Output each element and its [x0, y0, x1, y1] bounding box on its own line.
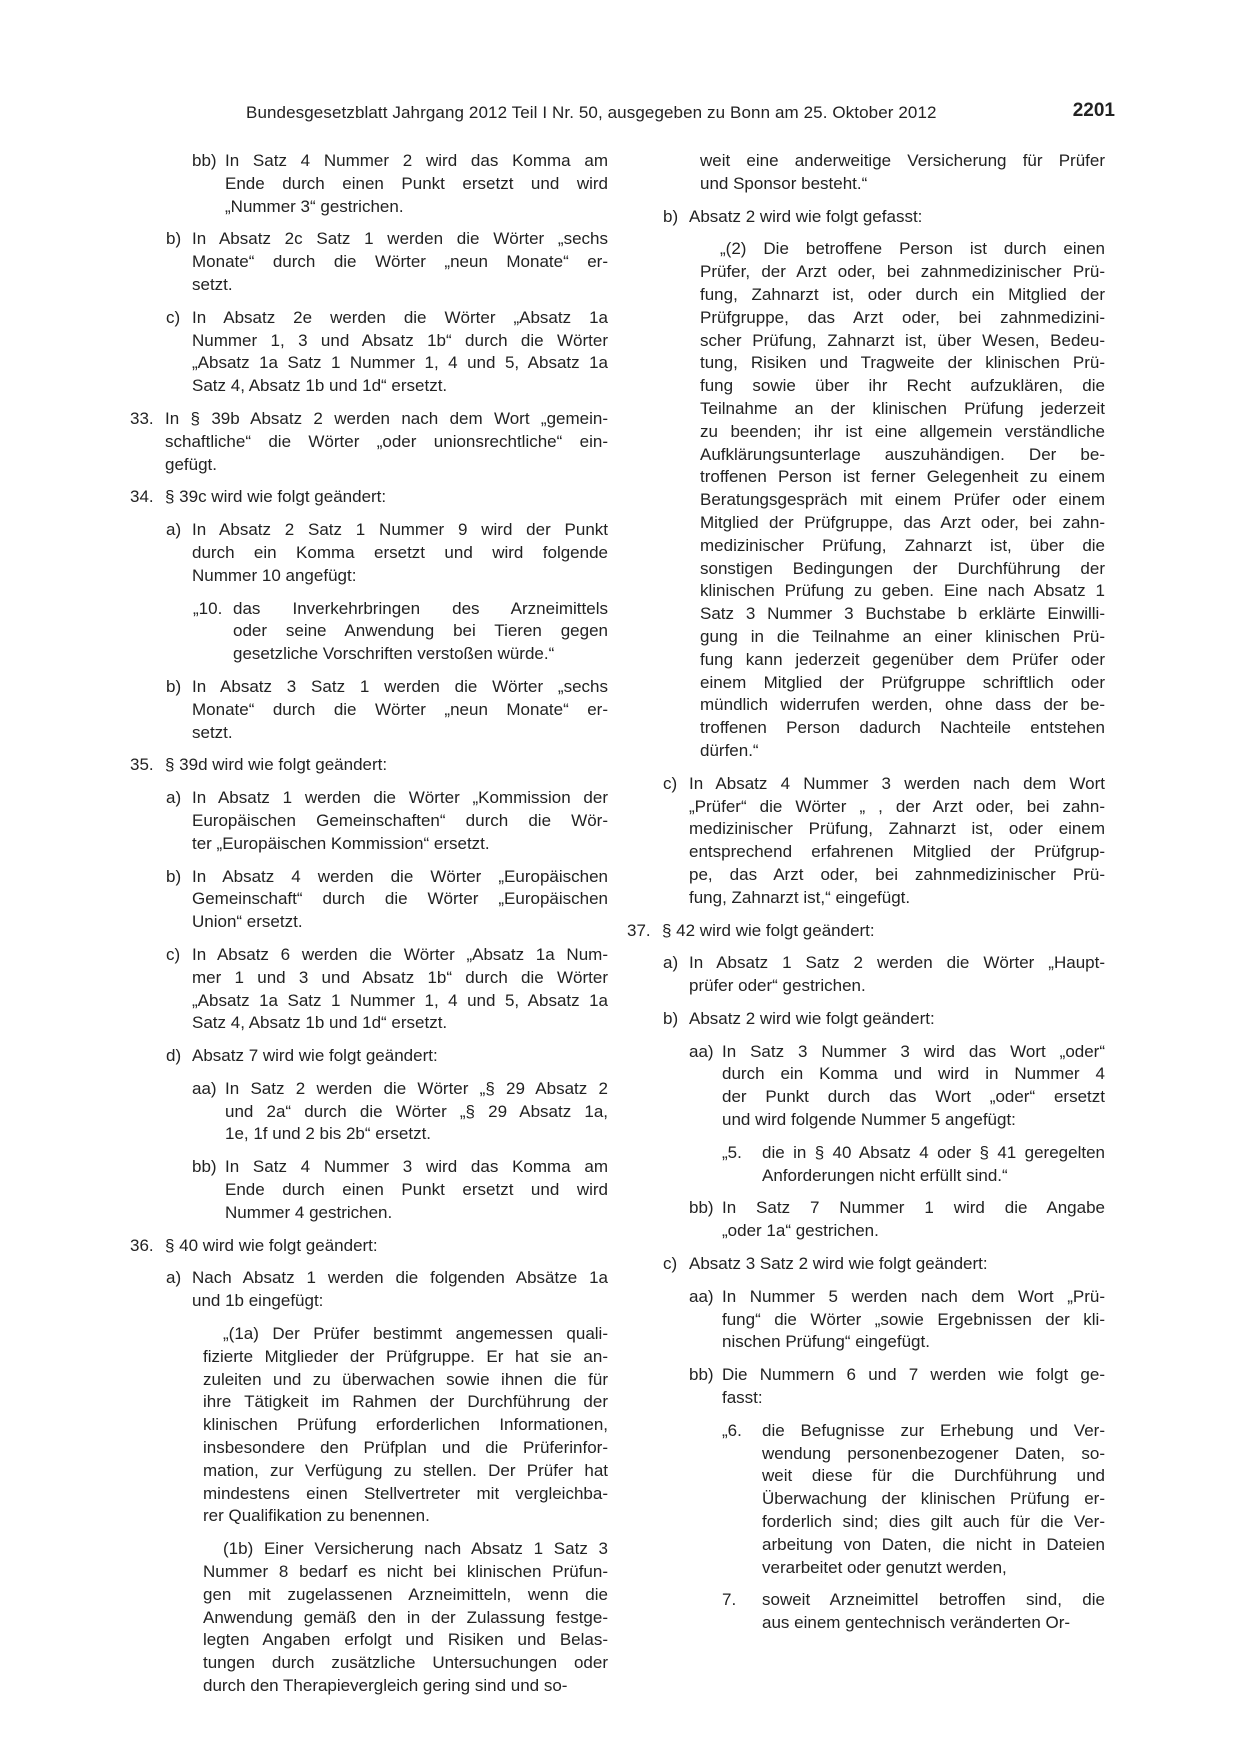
text-line: Nummer 10 angefügt: — [192, 565, 357, 585]
left-column — [130, 150, 608, 1708]
text-line: „Nummer 3“ gestrichen. — [225, 196, 404, 216]
text-line: setzt. — [192, 722, 233, 742]
amendment-item — [627, 1589, 1105, 1635]
text-line: insbesondere den Prüfplan und die Prüferinfor- — [203, 1438, 608, 1458]
text-line: In Absatz 4 werden die Wörter „Europäischen — [192, 866, 608, 886]
text-line: fung sowie über ihr Recht aufzuklären, die — [700, 376, 1105, 396]
text-line: und 2a“ durch die Wörter „§ 29 Absatz 1a, — [225, 1101, 608, 1121]
text-line: (1b) Einer Versicherung nach Absatz 1 Satz 3 — [223, 1539, 608, 1559]
text-line: klinischen Prüfung zu geben. Eine nach Absatz 1 — [700, 581, 1105, 601]
amendment-item — [130, 598, 608, 666]
text-line: einem Mitglied der Prüfgruppe schriftlich oder — [700, 672, 1105, 692]
text-line: § 42 wird wie folgt geändert: — [662, 920, 875, 940]
amendment-item — [130, 307, 608, 398]
amendment-item — [627, 952, 1105, 998]
text-line: das Inverkehrbringen des Arzneimittels — [233, 598, 608, 618]
text-line: ihre Tätigkeit im Rahmen der Durchführung der — [203, 1392, 608, 1412]
item-label: b) — [663, 1008, 679, 1028]
text-line: mer 1 und 3 und Absatz 1b“ durch die Wörter — [192, 967, 608, 987]
text-line: „Prüfer“ die Wörter „ , der Arzt oder, bei zahn- — [689, 796, 1105, 816]
text-line: die Befugnisse zur Erhebung und Ver- — [762, 1420, 1105, 1440]
text-line: arbeitung von Daten, die nicht in Dateien — [762, 1534, 1105, 1554]
amendment-item — [130, 754, 608, 777]
text-line: der Punkt durch das Wort „oder“ ersetzt — [722, 1087, 1105, 1107]
item-label: bb) — [689, 1365, 714, 1385]
amendment-item — [130, 1538, 608, 1698]
text-line: Nummer 1, 3 und Absatz 1b“ durch die Wörter — [192, 330, 608, 350]
text-line: ter „Europäischen Kommission“ ersetzt. — [192, 833, 490, 853]
text-line: rer Qualifikation zu benennen. — [203, 1506, 430, 1526]
item-label: a) — [166, 520, 182, 540]
text-line: fasst: — [722, 1388, 763, 1408]
text-line: und Sponsor besteht.“ — [700, 173, 868, 193]
item-label: b) — [166, 676, 182, 696]
text-line: fizierte Mitglieder der Prüfgruppe. Er hat sie an- — [203, 1346, 608, 1366]
text-line: forderlich sind; dies gilt auch für die Ver- — [762, 1512, 1105, 1532]
text-line: fung kann jederzeit gegenüber dem Prüfer oder — [700, 649, 1105, 669]
text-line: „Absatz 1a Satz 1 Nummer 1, 4 und 5, Absatz 1a — [192, 353, 608, 373]
text-line: troffenen Person dadurch Nachteile entstehen — [700, 718, 1105, 738]
text-line: Teilnahme an der klinischen Prüfung jederzeit — [700, 398, 1105, 418]
text-line: Mitglied der Prüfgruppe, das Arzt oder, bei zahn- — [700, 512, 1105, 532]
amendment-item — [627, 1420, 1105, 1580]
text-line: In Nummer 5 werden nach dem Wort „Prü- — [722, 1286, 1105, 1306]
text-line: § 39d wird wie folgt geändert: — [165, 755, 388, 775]
text-line: legten Angaben erfolgt und Risiken und Belas- — [203, 1630, 608, 1650]
item-label: c) — [166, 307, 181, 327]
text-line: setzt. — [192, 274, 233, 294]
text-line: § 40 wird wie folgt geändert: — [165, 1235, 378, 1255]
amendment-item — [130, 676, 608, 744]
text-line: Absatz 2 wird wie folgt gefasst: — [689, 206, 923, 226]
text-line: Absatz 7 wird wie folgt geändert: — [192, 1046, 438, 1066]
amendment-item — [130, 1156, 608, 1224]
item-label: aa) — [689, 1286, 714, 1306]
text-line: weit diese für die Durchführung und — [762, 1466, 1105, 1486]
amendment-item — [130, 1235, 608, 1258]
amendment-item — [130, 944, 608, 1035]
item-label: b) — [166, 229, 182, 249]
text-line: Aufklärungsunterlage auszuhändigen. Der be- — [700, 444, 1105, 464]
text-line: 1e, 1f und 2 bis 2b“ ersetzt. — [225, 1124, 432, 1144]
text-line: medizinischer Prüfung, Zahnarzt ist, oder einem — [689, 819, 1105, 839]
text-line: weit eine anderweitige Versicherung für Prüfer — [700, 151, 1105, 170]
text-line: Ende durch einen Punkt ersetzt und wird — [225, 173, 608, 193]
text-line: Nummer 4 gestrichen. — [225, 1202, 393, 1222]
text-line: Prüfer, der Arzt oder, bei zahnmedizinischer Prü- — [700, 262, 1105, 282]
text-line: Nummer 8 bedarf es nicht bei klinischen Prüfun- — [203, 1562, 608, 1582]
text-line: In Satz 4 Nummer 3 wird das Komma am — [225, 1157, 608, 1177]
text-line: mündlich widerrufen werden, ohne dass der be- — [700, 695, 1105, 715]
text-line: gesetzliche Vorschriften verstoßen würde.“ — [233, 644, 555, 664]
text-line: In Satz 7 Nummer 1 wird die Angabe — [722, 1198, 1105, 1218]
text-line: Anwendung gemäß den in der Zulassung festge- — [203, 1607, 608, 1627]
text-line: aus einem gentechnisch veränderten Or- — [762, 1613, 1071, 1633]
text-line: durch ein Komma ersetzt und wird folgende — [192, 542, 608, 562]
amendment-item — [130, 408, 608, 476]
amendment-item — [627, 1041, 1105, 1132]
text-line: „(1a) Der Prüfer bestimmt angemessen quali- — [223, 1324, 608, 1344]
right-column — [627, 150, 1105, 1645]
amendment-item — [130, 150, 608, 218]
text-line: entsprechend erfahrenen Mitglied der Prüfgrup- — [689, 842, 1105, 862]
text-line: Ende durch einen Punkt ersetzt und wird — [225, 1180, 608, 1200]
text-line: In Satz 2 werden die Wörter „§ 29 Absatz 2 — [225, 1078, 608, 1098]
item-label: bb) — [192, 151, 217, 170]
amendment-item — [627, 773, 1105, 910]
item-label: c) — [166, 944, 181, 964]
amendment-item — [130, 1323, 608, 1528]
text-line: die in § 40 Absatz 4 oder § 41 geregelten — [762, 1142, 1105, 1162]
text-line: verarbeitet oder genutzt werden, — [762, 1557, 1007, 1577]
item-label: a) — [166, 788, 182, 808]
item-label: bb) — [192, 1157, 217, 1177]
text-line: gefügt. — [165, 454, 217, 474]
text-line: gung in die Teilnahme an einer klinischen Prü- — [700, 626, 1105, 646]
text-line: In Absatz 2e werden die Wörter „Absatz 1a — [192, 307, 608, 327]
item-label: a) — [663, 953, 679, 973]
amendment-item — [130, 1045, 608, 1068]
text-line: fung, Zahnarzt ist, oder durch ein Mitglied der — [700, 284, 1105, 304]
item-label: 7. — [722, 1590, 737, 1610]
text-line: „oder 1a“ gestrichen. — [722, 1221, 879, 1241]
amendment-item — [627, 238, 1105, 762]
amendment-item — [130, 866, 608, 934]
item-label: 37. — [627, 920, 651, 940]
amendment-item — [130, 519, 608, 587]
text-line: Absatz 2 wird wie folgt geändert: — [689, 1008, 935, 1028]
text-line: In Absatz 1 werden die Wörter „Kommission der — [192, 788, 608, 808]
text-line: und wird folgende Nummer 5 angefügt: — [722, 1110, 1016, 1130]
text-line: § 39c wird wie folgt geändert: — [165, 487, 387, 507]
item-label: „5. — [722, 1142, 742, 1162]
amendment-item — [130, 1078, 608, 1146]
text-line: zuleiten und zu überwachen sowie ihnen die für — [203, 1369, 608, 1389]
text-line: Absatz 3 Satz 2 wird wie folgt geändert: — [689, 1254, 988, 1274]
amendment-item — [130, 787, 608, 855]
item-label: „10. — [193, 598, 223, 618]
text-line: schaftliche“ die Wörter „oder unionsrechtliche“ ein- — [165, 431, 608, 451]
amendment-item — [627, 150, 1105, 196]
text-line: In Absatz 4 Nummer 3 werden nach dem Wort — [689, 773, 1105, 793]
text-line: Satz 4, Absatz 1b und 1d“ ersetzt. — [192, 376, 448, 396]
item-label: aa) — [689, 1041, 714, 1061]
text-line: „(2) Die betroffene Person ist durch einen — [720, 239, 1105, 259]
text-line: Die Nummern 6 und 7 werden wie folgt ge- — [722, 1365, 1105, 1385]
text-line: Beratungsgespräch mit einem Prüfer oder einem — [700, 490, 1105, 510]
item-label: 35. — [130, 755, 154, 775]
text-line: Monate“ durch die Wörter „neun Monate“ er- — [192, 699, 608, 719]
amendment-item — [627, 1253, 1105, 1276]
text-line: „Absatz 1a Satz 1 Nummer 1, 4 und 5, Absatz 1a — [192, 990, 608, 1010]
text-line: oder seine Anwendung bei Tieren gegen — [233, 621, 608, 641]
text-line: prüfer oder“ gestrichen. — [689, 976, 866, 996]
page-number: 2201 — [1072, 100, 1115, 121]
text-line: wendung personenbezogener Daten, so- — [762, 1443, 1105, 1463]
amendment-item — [627, 1286, 1105, 1354]
text-line: Nach Absatz 1 werden die folgenden Absätze 1a — [192, 1268, 608, 1288]
text-line: In Absatz 2c Satz 1 werden die Wörter „sechs — [192, 229, 608, 249]
amendment-item — [130, 486, 608, 509]
text-line: In Absatz 3 Satz 1 werden die Wörter „sechs — [192, 676, 608, 696]
text-line: Satz 4, Absatz 1b und 1d“ ersetzt. — [192, 1013, 448, 1033]
text-line: pe, das Arzt oder, bei zahnmedizinischer Prü- — [689, 864, 1105, 884]
item-label: 34. — [130, 487, 154, 507]
text-line: Anforderungen nicht erfüllt sind.“ — [762, 1165, 1008, 1185]
item-label: aa) — [192, 1078, 217, 1098]
text-line: In Satz 4 Nummer 2 wird das Komma am — [225, 151, 608, 170]
item-label: b) — [166, 866, 182, 886]
item-label: d) — [166, 1046, 182, 1066]
item-label: bb) — [689, 1198, 714, 1218]
text-line: In Absatz 6 werden die Wörter „Absatz 1a Num- — [192, 944, 608, 964]
text-line: Union“ ersetzt. — [192, 912, 303, 932]
text-line: klinischen Prüfung erforderlichen Informationen, — [203, 1415, 608, 1435]
text-line: zu beenden; ihr ist eine allgemein verständliche — [700, 421, 1105, 441]
text-line: fung“ die Wörter „sowie Ergebnissen der kli- — [722, 1309, 1105, 1329]
text-line: dürfen.“ — [700, 740, 759, 760]
text-line: und 1b eingefügt: — [192, 1291, 324, 1311]
text-line: gen mit zugelassenen Arzneimitteln, wenn die — [203, 1584, 608, 1604]
amendment-item — [627, 1364, 1105, 1410]
text-line: tung, Risiken und Tragweite der klinischen Prü- — [700, 353, 1105, 373]
text-line: Prüfgruppe, das Arzt oder, bei zahnmedizini- — [700, 307, 1105, 327]
text-line: medizinischer Prüfung, Zahnarzt ist, über die — [700, 535, 1105, 555]
amendment-item — [627, 1008, 1105, 1031]
text-line: fung, Zahnarzt ist,“ eingefügt. — [689, 887, 911, 907]
item-label: a) — [166, 1268, 182, 1288]
item-label: c) — [663, 773, 678, 793]
text-line: Monate“ durch die Wörter „neun Monate“ er- — [192, 252, 608, 272]
text-line: sonstigen Bedingungen der Durchführung der — [700, 558, 1105, 578]
text-line: Überwachung der klinischen Prüfung er- — [762, 1489, 1105, 1509]
item-label: 36. — [130, 1235, 154, 1255]
amendment-item — [627, 1197, 1105, 1243]
item-label: 33. — [130, 408, 154, 428]
text-line: Gemeinschaft“ durch die Wörter „Europäischen — [192, 889, 608, 909]
text-line: In § 39b Absatz 2 werden nach dem Wort „gemein- — [165, 408, 608, 428]
text-line: soweit Arzneimittel betroffen sind, die — [762, 1590, 1105, 1610]
text-line: durch ein Komma und wird in Nummer 4 — [722, 1064, 1105, 1084]
text-line: Europäischen Gemeinschaften“ durch die Wör- — [192, 810, 608, 830]
item-label: b) — [663, 206, 679, 226]
text-line: Satz 3 Nummer 3 Buchstabe b erklärte Einwilli- — [700, 604, 1105, 624]
amendment-item — [627, 1142, 1105, 1188]
text-line: durch den Therapievergleich gering sind und so- — [203, 1676, 568, 1696]
amendment-item — [627, 206, 1105, 229]
amendment-item — [627, 920, 1105, 943]
text-line: In Absatz 2 Satz 1 Nummer 9 wird der Punkt — [192, 520, 608, 540]
item-label: c) — [663, 1254, 678, 1274]
item-label: „6. — [722, 1420, 742, 1440]
text-line: tungen durch zusätzliche Untersuchungen oder — [203, 1653, 608, 1673]
amendment-item — [130, 228, 608, 296]
text-line: mindestens einen Stellvertreter mit vergleichba- — [203, 1483, 608, 1503]
text-line: troffenen Person ist ferner Gelegenheit zu einem — [700, 467, 1105, 487]
text-line: scher Prüfung, Zahnarzt ist, über Wesen, Bedeu- — [700, 330, 1105, 350]
amendment-item — [130, 1267, 608, 1313]
text-line: nischen Prüfung“ eingefügt. — [722, 1332, 930, 1352]
running-head: Bundesgesetzblatt Jahrgang 2012 Teil I Nr. 50, ausgegeben zu Bonn am 25. Oktober 2012 — [246, 103, 937, 122]
text-line: In Absatz 1 Satz 2 werden die Wörter „Haupt- — [689, 953, 1105, 973]
text-line: mation, zur Verfügung zu stellen. Der Prüfer hat — [203, 1460, 608, 1480]
text-line: In Satz 3 Nummer 3 wird das Wort „oder“ — [722, 1041, 1105, 1061]
